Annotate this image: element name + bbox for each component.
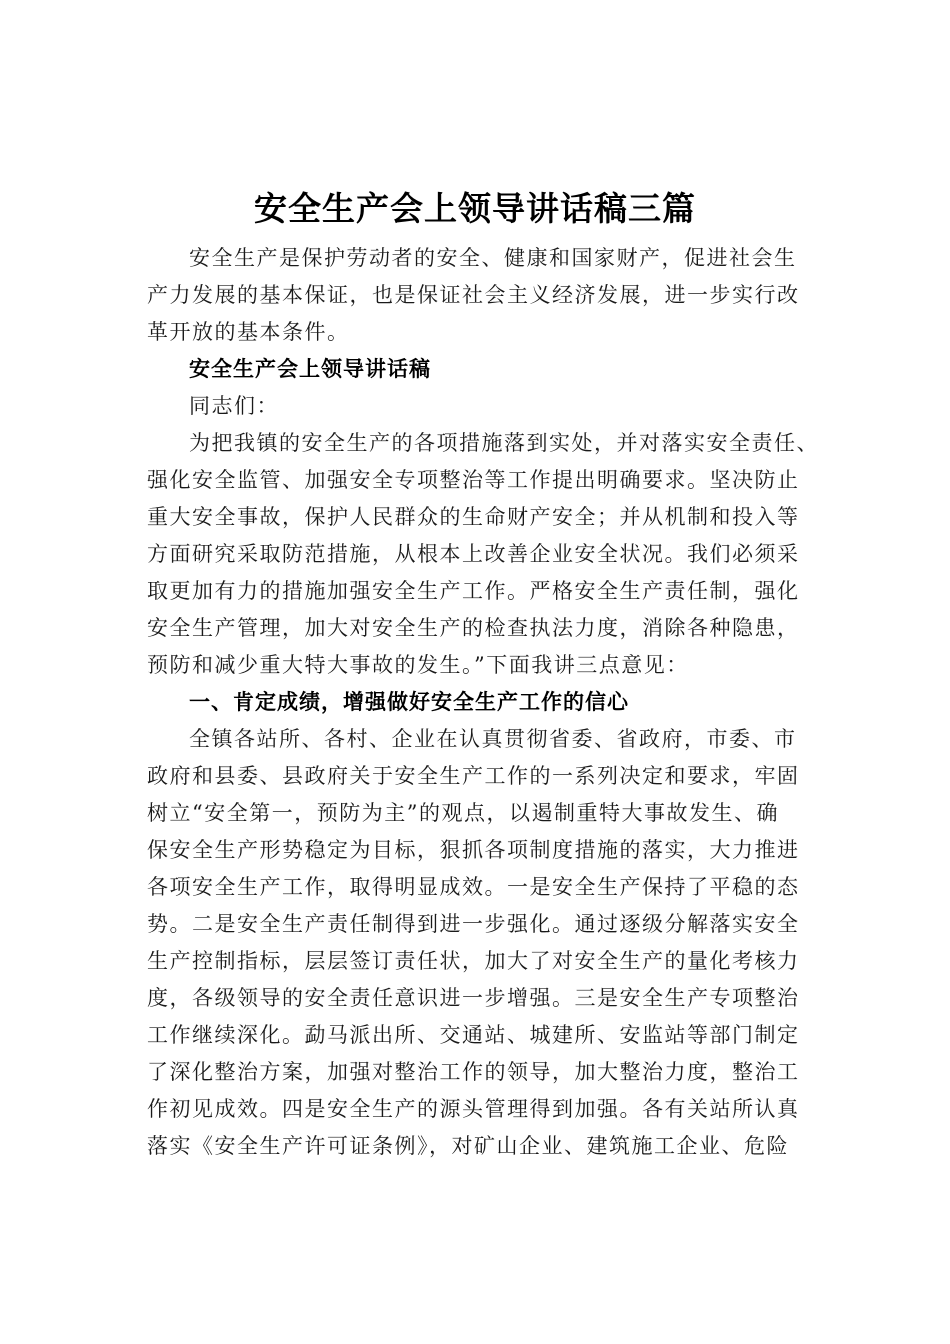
document-body [147, 240, 819, 1165]
paragraph-line: 预防和减少重大特大事故的发生。”下面我讲三点意见： [147, 653, 689, 677]
intro-line: 革开放的基本条件。 [147, 320, 350, 344]
paragraph-line: 生产控制指标，层层签订责任状，加大了对安全生产的量化考核力 [147, 949, 800, 973]
salutation: 同志们： [189, 394, 279, 418]
paragraph-line: 保安全生产形势稳定为目标，狠抓各项制度措施的落实，大力推进 [147, 838, 800, 862]
intro-line: 产力发展的基本保证，也是保证社会主义经济发展，进一步实行改 [147, 283, 800, 307]
paragraph-line: 方面研究采取防范措施，从根本上改善企业安全状况。我们必须采 [147, 542, 800, 566]
paragraph-line: 政府和县委、县政府关于安全生产工作的一系列决定和要求，牢固 [147, 764, 800, 788]
paragraph-line: 各项安全生产工作，取得明显成效。一是安全生产保持了平稳的态 [147, 875, 800, 899]
paragraph-line: 工作继续深化。勐马派出所、交通站、城建所、安监站等部门制定 [147, 1023, 800, 1047]
paragraph-line: 重大安全事故，保护人民群众的生命财产安全；并从机制和投入等 [147, 505, 800, 529]
paragraph-line: 落实《安全生产许可证条例》，对矿山企业、建筑施工企业、危险 [147, 1134, 789, 1158]
paragraph-line: 全镇各站所、各村、企业在认真贯彻省委、省政府，市委、市 [189, 727, 797, 751]
section-heading: 一、肯定成绩，增强做好安全生产工作的信心 [189, 690, 629, 714]
paragraph-line: 作初见成效。四是安全生产的源头管理得到加强。各有关站所认真 [147, 1097, 800, 1121]
speech-subtitle: 安全生产会上领导讲话稿 [189, 357, 431, 381]
paragraph-line: 安全生产管理，加大对安全生产的检查执法力度，消除各种隐患， [147, 616, 800, 640]
paragraph-line: 为把我镇的安全生产的各项措施落到实处，并对落实安全责任、 [189, 431, 819, 455]
paragraph-line: 势。二是安全生产责任制得到进一步强化。通过逐级分解落实安全 [147, 912, 800, 936]
paragraph-line: 强化安全监管、加强安全专项整治等工作提出明确要求。坚决防止 [147, 468, 800, 492]
paragraph-line: 树立“安全第一，预防为主”的观点，以遏制重特大事故发生、确 [147, 801, 779, 825]
paragraph-line: 取更加有力的措施加强安全生产工作。严格安全生产责任制，强化 [147, 579, 800, 603]
intro-line: 安全生产是保护劳动者的安全、健康和国家财产，促进社会生 [189, 246, 797, 270]
paragraph-line: 度，各级领导的安全责任意识进一步增强。三是安全生产专项整治 [147, 986, 800, 1010]
paragraph-line: 了深化整治方案，加强对整治工作的领导，加大整治力度，整治工 [147, 1060, 800, 1084]
document-title: 安全生产会上领导讲话稿三篇 [254, 189, 696, 228]
